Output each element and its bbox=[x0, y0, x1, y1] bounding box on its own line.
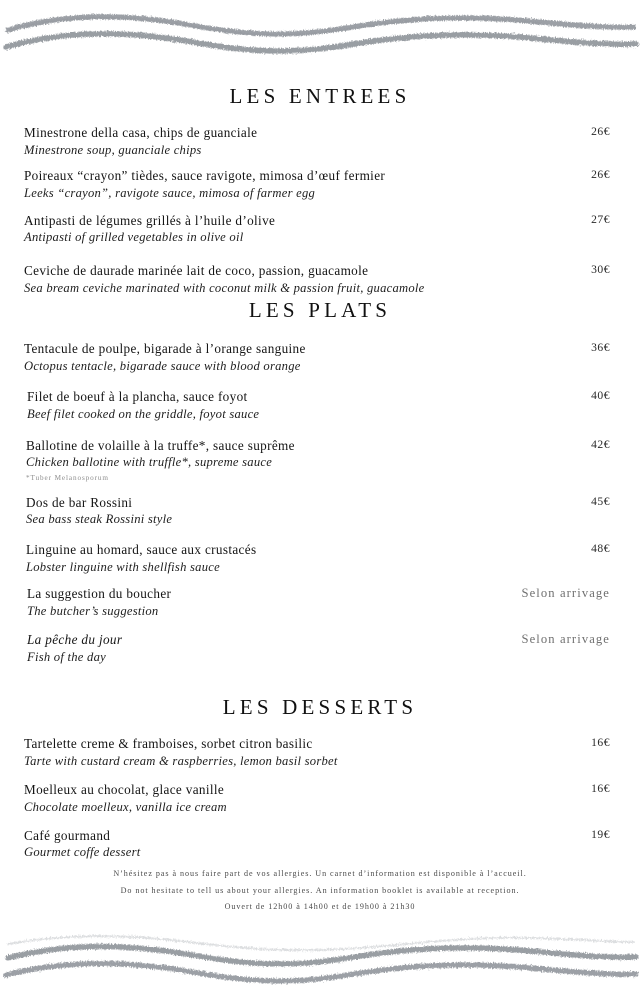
item-price: 19€ bbox=[591, 827, 610, 841]
section-desserts bbox=[0, 695, 640, 861]
item-name-en: Gourmet coffe dessert bbox=[24, 845, 141, 860]
item-name-en: Lobster linguine with shellfish sauce bbox=[26, 559, 220, 574]
item-name-fr: Dos de bar Rossini bbox=[26, 494, 133, 510]
item-name-fr: Ceviche de daurade marinée lait de coco, passion, guacamole bbox=[24, 262, 369, 278]
item-name-en: Beef filet cooked on the griddle, foyot sauce bbox=[27, 407, 260, 422]
item-price: 16€ bbox=[591, 736, 610, 749]
item-price: 30€ bbox=[591, 262, 610, 276]
brush-stroke-ornament-top bbox=[0, 6, 640, 68]
item-name-fr: Filet de boeuf à la plancha, sauce foyot bbox=[27, 389, 248, 405]
menu-item bbox=[0, 168, 640, 201]
menu-item bbox=[0, 438, 640, 484]
plats-item-list bbox=[0, 341, 640, 666]
section-title-desserts: LES DESSERTS bbox=[222, 695, 418, 719]
item-name-en: Sea bass steak Rossini style bbox=[26, 512, 173, 527]
item-name-en: Octopus tentacle, bigarade sauce with blood orange bbox=[24, 358, 301, 373]
allergy-notice-en: Do not hesitate to tell us about your allergies. An information booklet is available at reception. bbox=[120, 885, 520, 895]
item-name-en: The butcher’s suggestion bbox=[27, 603, 159, 618]
item-name-fr: Tartelette creme & framboises, sorbet citron basilic bbox=[24, 736, 313, 751]
desserts-item-list bbox=[0, 736, 640, 861]
brush-stroke-ornament-bottom bbox=[0, 928, 640, 990]
item-price: Selon arrivage bbox=[521, 586, 610, 601]
footer-notice bbox=[0, 866, 640, 916]
menu-item bbox=[0, 263, 640, 296]
item-name-fr: Ballotine de volaille à la truffe*, sauce suprême bbox=[26, 437, 295, 453]
item-name-fr: Moelleux au chocolat, glace vanille bbox=[24, 782, 225, 798]
item-price: 45€ bbox=[591, 494, 610, 508]
item-footnote: *Tuber Melanosporum bbox=[26, 473, 109, 482]
menu-item bbox=[0, 389, 640, 422]
item-name-en: Chicken ballotine with truffle*, supreme sauce bbox=[26, 455, 273, 470]
item-price: 40€ bbox=[591, 389, 610, 403]
menu-item bbox=[0, 782, 640, 815]
item-price: 26€ bbox=[591, 125, 610, 138]
item-name-en: Antipasti of grilled vegetables in olive oil bbox=[24, 230, 244, 245]
item-name-en: Sea bream ceviche marinated with coconut milk & passion fruit, guacamole bbox=[24, 280, 425, 295]
menu-item bbox=[0, 341, 640, 374]
item-name-fr: Poireaux “crayon” tièdes, sauce ravigote, mimosa d’œuf fermier bbox=[24, 168, 386, 184]
item-name-en: Tarte with custard cream & raspberries, lemon basil sorbet bbox=[24, 753, 338, 768]
item-name-fr: La suggestion du boucher bbox=[27, 586, 172, 602]
item-name-en: Leeks “crayon”, ravigote sauce, mimosa of farmer egg bbox=[24, 186, 316, 201]
item-price: 26€ bbox=[591, 168, 610, 182]
allergy-notice-fr: N’hésitez pas à nous faire part de vos allergies. Un carnet d’information est disponible à l’accueil. bbox=[113, 869, 527, 878]
section-title-plats: LES PLATS bbox=[248, 298, 392, 322]
item-price: 36€ bbox=[591, 341, 610, 354]
entrees-item-list bbox=[0, 125, 640, 296]
section-title-entrees: LES ENTREES bbox=[229, 84, 411, 108]
opening-hours: Ouvert de 12h00 à 14h00 et de 19h00 à 21h30 bbox=[224, 902, 416, 912]
menu-item bbox=[0, 586, 640, 619]
item-price: 16€ bbox=[591, 782, 610, 796]
section-entrees bbox=[0, 84, 640, 296]
menu-item bbox=[0, 736, 640, 769]
item-name-fr: Linguine au homard, sauce aux crustacés bbox=[26, 541, 257, 557]
item-name-fr: Minestrone della casa, chips de guanciale bbox=[24, 125, 258, 140]
menu-item bbox=[0, 542, 640, 575]
menu-item bbox=[0, 125, 640, 158]
menu-item bbox=[0, 495, 640, 528]
menu-item bbox=[0, 828, 640, 861]
item-price: Selon arrivage bbox=[521, 632, 610, 647]
item-name-fr: La pêche du jour bbox=[27, 632, 123, 648]
section-plats bbox=[0, 298, 640, 666]
item-name-fr: Antipasti de légumes grillés à l’huile d’olive bbox=[24, 212, 276, 228]
item-name-fr: Tentacule de poulpe, bigarade à l’orange sanguine bbox=[24, 341, 306, 356]
item-name-en: Chocolate moelleux, vanilla ice cream bbox=[24, 800, 227, 815]
item-price: 42€ bbox=[591, 437, 610, 451]
item-name-en: Minestrone soup, guanciale chips bbox=[24, 142, 202, 157]
item-name-fr: Café gourmand bbox=[24, 827, 111, 843]
item-price: 48€ bbox=[591, 541, 610, 555]
item-price: 27€ bbox=[591, 212, 610, 226]
item-name-en: Fish of the day bbox=[27, 650, 106, 665]
menu-item bbox=[0, 632, 640, 665]
menu-item bbox=[0, 213, 640, 246]
